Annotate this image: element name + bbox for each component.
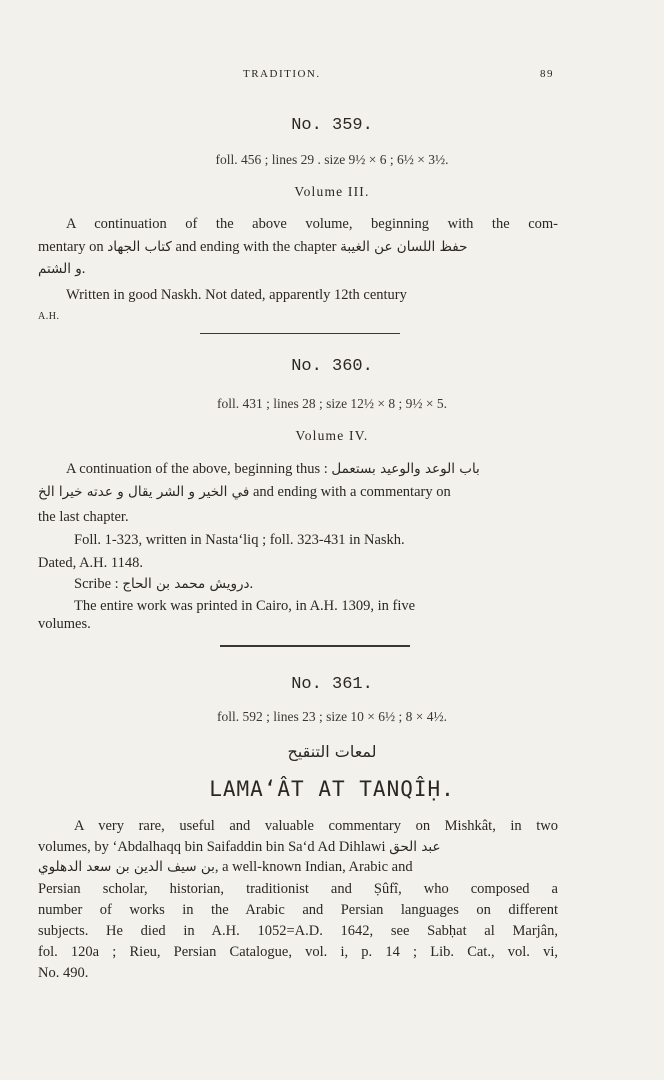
- entry-number: No. 359.: [291, 116, 373, 135]
- arabic-text: حفظ اللسان عن الغيبة: [340, 239, 468, 255]
- paragraph-line: A.H.: [38, 311, 60, 322]
- entry-number: No. 360.: [291, 357, 373, 376]
- description-line: بن سيف الدين بن سعد الدهلوي, a well-known Indian, Arabic and: [38, 859, 413, 875]
- description-line: fol. 120a ; Rieu, Persian Catalogue, vol. i, p. 14 ; Lib. Cat., vol. vi,: [38, 944, 558, 960]
- arabic-text: و الشتم: [38, 261, 82, 277]
- work-title: LAMA‘ÂT AT TANQÎḤ.: [209, 777, 455, 801]
- entry-number: No. 361.: [291, 675, 373, 694]
- arabic-text: بن سيف الدين بن سعد الدهلوي: [38, 859, 215, 875]
- arabic-title: لمعات التنقيح: [287, 742, 377, 761]
- paragraph-line: mentary on كتاب الجهاد and ending with the chapter حفظ اللسان عن الغيبة: [38, 239, 468, 255]
- entry-meta: foll. 592 ; lines 23 ; size 10 × 6½ ; 8 × 4½.: [216, 709, 448, 724]
- paragraph-line: Dated, A.H. 1148.: [38, 555, 143, 571]
- paragraph-line: The entire work was printed in Cairo, in A.H. 1309, in five: [74, 598, 416, 614]
- paragraph-line: A continuation of the above, beginning thus : باب الوعد والوعيد بستعمل: [66, 461, 480, 477]
- description-line: number of works in the Arabic and Persian languages on different: [38, 902, 558, 918]
- description-line: A very rare, useful and valuable commentary on Mishkât, in two: [74, 818, 558, 834]
- paragraph-line: في الخير و الشر يقال و عدته خيرا الخ and ending with a commentary on: [38, 484, 451, 500]
- volume-heading: Volume IV.: [295, 428, 369, 443]
- volume-heading: Volume III.: [294, 184, 370, 199]
- arabic-text: درويش محمد بن الحاج: [122, 576, 250, 592]
- description-line: Persian scholar, historian, traditionist and Ṣûfî, who composed a: [38, 881, 558, 897]
- description-line: No. 490.: [38, 965, 89, 981]
- arabic-text: عبد الحق: [389, 839, 441, 855]
- paragraph-line: the last chapter.: [38, 509, 129, 525]
- arabic-text: كتاب الجهاد: [107, 239, 172, 255]
- paragraph-line: Written in good Naskh. Not dated, apparently 12th century: [66, 287, 407, 303]
- divider: [220, 645, 410, 647]
- description-line: volumes, by ‘Abdalhaqq bin Saifaddin bin Sa‘d Ad Dihlawi عبد الحق: [38, 839, 441, 855]
- entry-meta: foll. 456 ; lines 29 . size 9½ × 6 ; 6½ × 3½.: [215, 152, 449, 167]
- paragraph-line: Scribe : درويش محمد بن الحاج.: [74, 576, 254, 592]
- divider: [200, 333, 400, 334]
- paragraph-line: Foll. 1-323, written in Nasta‘liq ; foll. 323-431 in Naskh.: [74, 532, 405, 548]
- paragraph-line: و الشتم.: [38, 261, 86, 277]
- arabic-text: باب الوعد والوعيد بستعمل: [331, 461, 480, 477]
- paragraph-line: A continuation of the above volume, beginning with the com-: [66, 216, 558, 232]
- paragraph-line: volumes.: [38, 616, 91, 632]
- description-line: subjects. He died in A.H. 1052=A.D. 1642, see Sabḥat al Marjân,: [38, 923, 558, 939]
- page-number: 89: [540, 68, 554, 80]
- running-title: TRADITION.: [243, 68, 321, 80]
- arabic-text: في الخير و الشر يقال و عدته خيرا الخ: [38, 484, 250, 500]
- entry-meta: foll. 431 ; lines 28 ; size 12½ × 8 ; 9½ × 5.: [216, 396, 448, 411]
